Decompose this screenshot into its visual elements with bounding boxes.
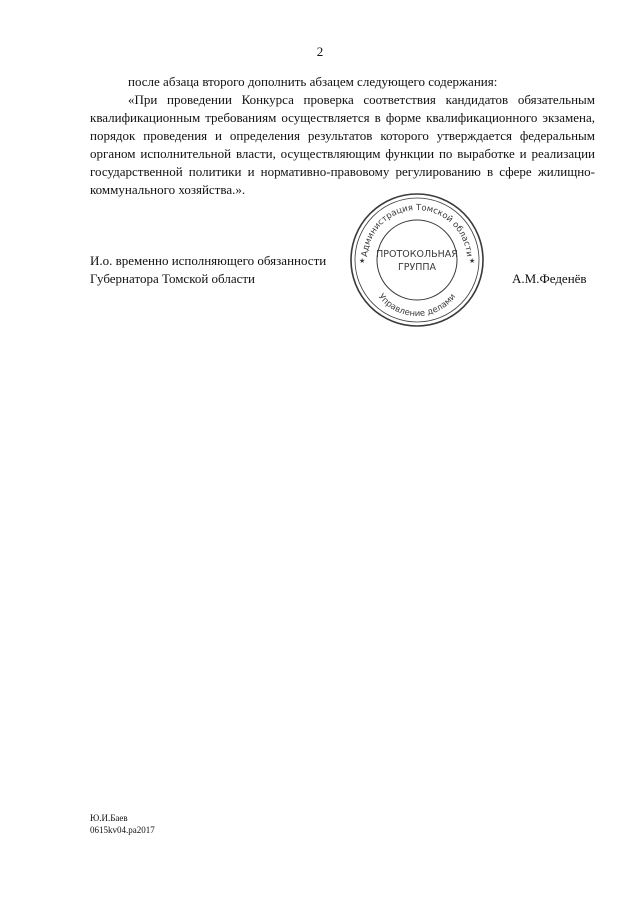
document-footer	[90, 812, 155, 836]
signature-title-line-2: Губернатора Томской области	[90, 271, 256, 286]
footer-executor: Ю.И.Баев	[90, 813, 128, 823]
body-paragraph-quote: «При проведении Конкурса проверка соответствия кандидатов обязательным квалификационным требованиям осуществляется в форме квалификационного экзамена, порядок проведения и определения результатов которого утверждается федеральным органом исполнительной власти, осуществляющим функции по выработке и реализации государственной политики и нормативно-правовому регулированию в сфере жилищно-коммунального хозяйства.».	[90, 92, 595, 197]
footer-doc-code: 0615kv04.pa2017	[90, 825, 155, 835]
signature-title-line-1: И.о. временно исполняющего обязанности	[90, 253, 327, 268]
stamp-outer-text-top: Администрация Томской области	[360, 202, 474, 258]
document-body	[90, 73, 595, 199]
stamp-star-left-icon: ★	[359, 257, 366, 265]
body-paragraph-intro: после абзаца второго дополнить абзацем следующего содержания:	[128, 74, 498, 89]
page-number: 2	[316, 44, 324, 59]
signer-name: А.М.Феденёв	[512, 271, 587, 286]
stamp-outer-text-bottom: Управление делами	[375, 291, 459, 320]
stamp-star-right-icon: ★	[469, 257, 476, 265]
official-stamp-icon	[347, 190, 487, 330]
signature-title	[90, 252, 326, 288]
stamp-center-line-1: ПРОТОКОЛЬНАЯ	[376, 249, 458, 260]
stamp-center-line-2: ГРУППА	[397, 262, 437, 273]
